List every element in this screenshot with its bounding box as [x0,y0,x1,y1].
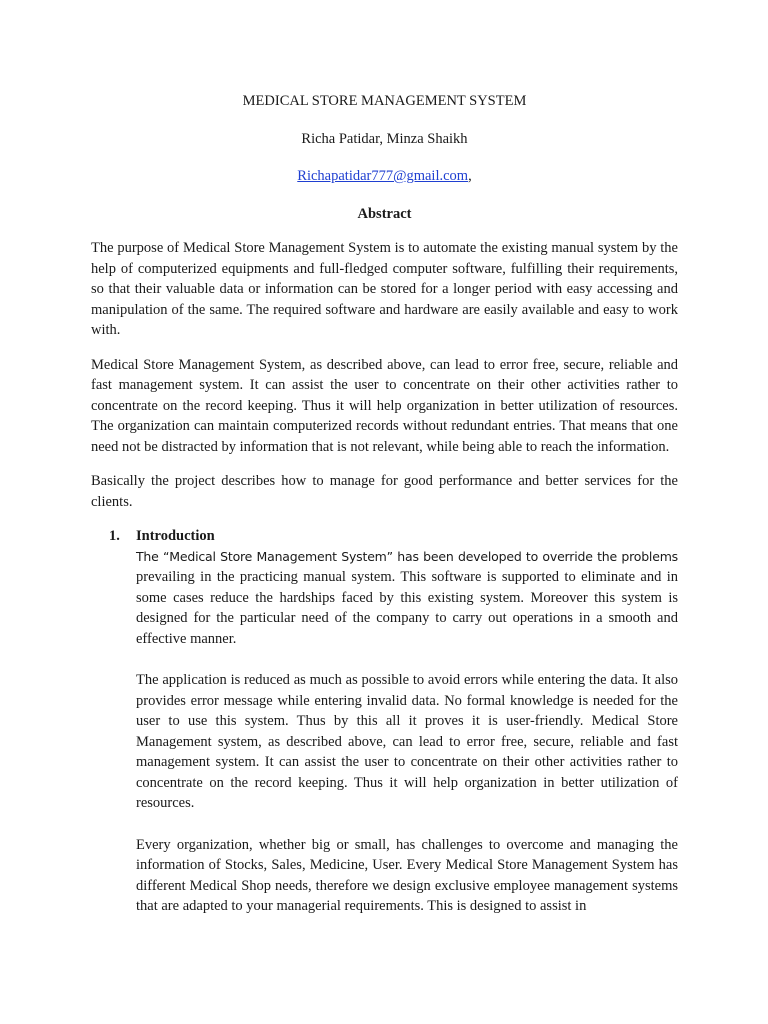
document-page [91,91,678,938]
email-suffix: , [468,168,472,184]
section-paragraph: Every organization, whether big or small, has challenges to overcome and managing the information of Stocks, Sales, Medicine, User. Every Medical Store Management System has different Medical Shop needs, therefore we design exclusive employee management systems that are adapted to your managerial requirements. This is designed to assist in [136,836,678,914]
section-paragraph: The application is reduced as much as possible to avoid errors while entering the data. It also provides error message while entering invalid data. No formal knowledge is needed for the user to use this system. Thus by this all it proves it is user-friendly. Medical Store Management system, as described above, can lead to error free, secure, reliable and fast management system. It can assist the user to concentrate on their other activities rather to concentrate on the record keeping. Thus it will help organization in better utilization of resources. [136,672,678,811]
author-names: Richa Patidar, Minza Shaikh [301,130,468,147]
section-title: Introduction [136,528,215,544]
abstract-paragraph: Basically the project describes how to manage for good performance and better services for the clients. [91,473,678,510]
abstract-heading: Abstract [357,205,412,222]
document-title: MEDICAL STORE MANAGEMENT SYSTEM [242,93,527,109]
section-paragraph-rest: prevailing in the practicing manual system. This software is supported to eliminate and in some cases reduce the hardships faced by this existing system. Moreover this system is designed for the particular need of the company to carry out operations in a smooth and effective manner. [136,569,678,647]
section-heading [109,526,678,547]
abstract-paragraph: The purpose of Medical Store Management System is to automate the existing manual system by the help of computerized equipments and full-fledged computer software, fulfilling their requirements, so that their valuable data or information can be stored for a longer period with easy accessing and manipulation of the same. The required software and hardware are easily available and easy to work with. [91,240,678,338]
section-paragraph-lead: The “Medical Store Management System” has been developed to override the problems [136,548,678,564]
section-introduction [109,526,678,917]
email-link[interactable]: Richapatidar777@gmail.com [297,168,469,184]
abstract-paragraph: Medical Store Management System, as described above, can lead to error free, secure, reliable and fast management system. It can assist the user to concentrate on their other activities rather to concentrate on the record keeping. Thus it will help organization in better utilization of resources. The organization can maintain computerized records without redundant entries. That means that one need not be distracted by information that is not relevant, while being able to reach the information. [91,356,678,455]
section-number: 1. [109,528,120,544]
email-line [91,166,678,187]
section-paragraph [136,547,678,650]
